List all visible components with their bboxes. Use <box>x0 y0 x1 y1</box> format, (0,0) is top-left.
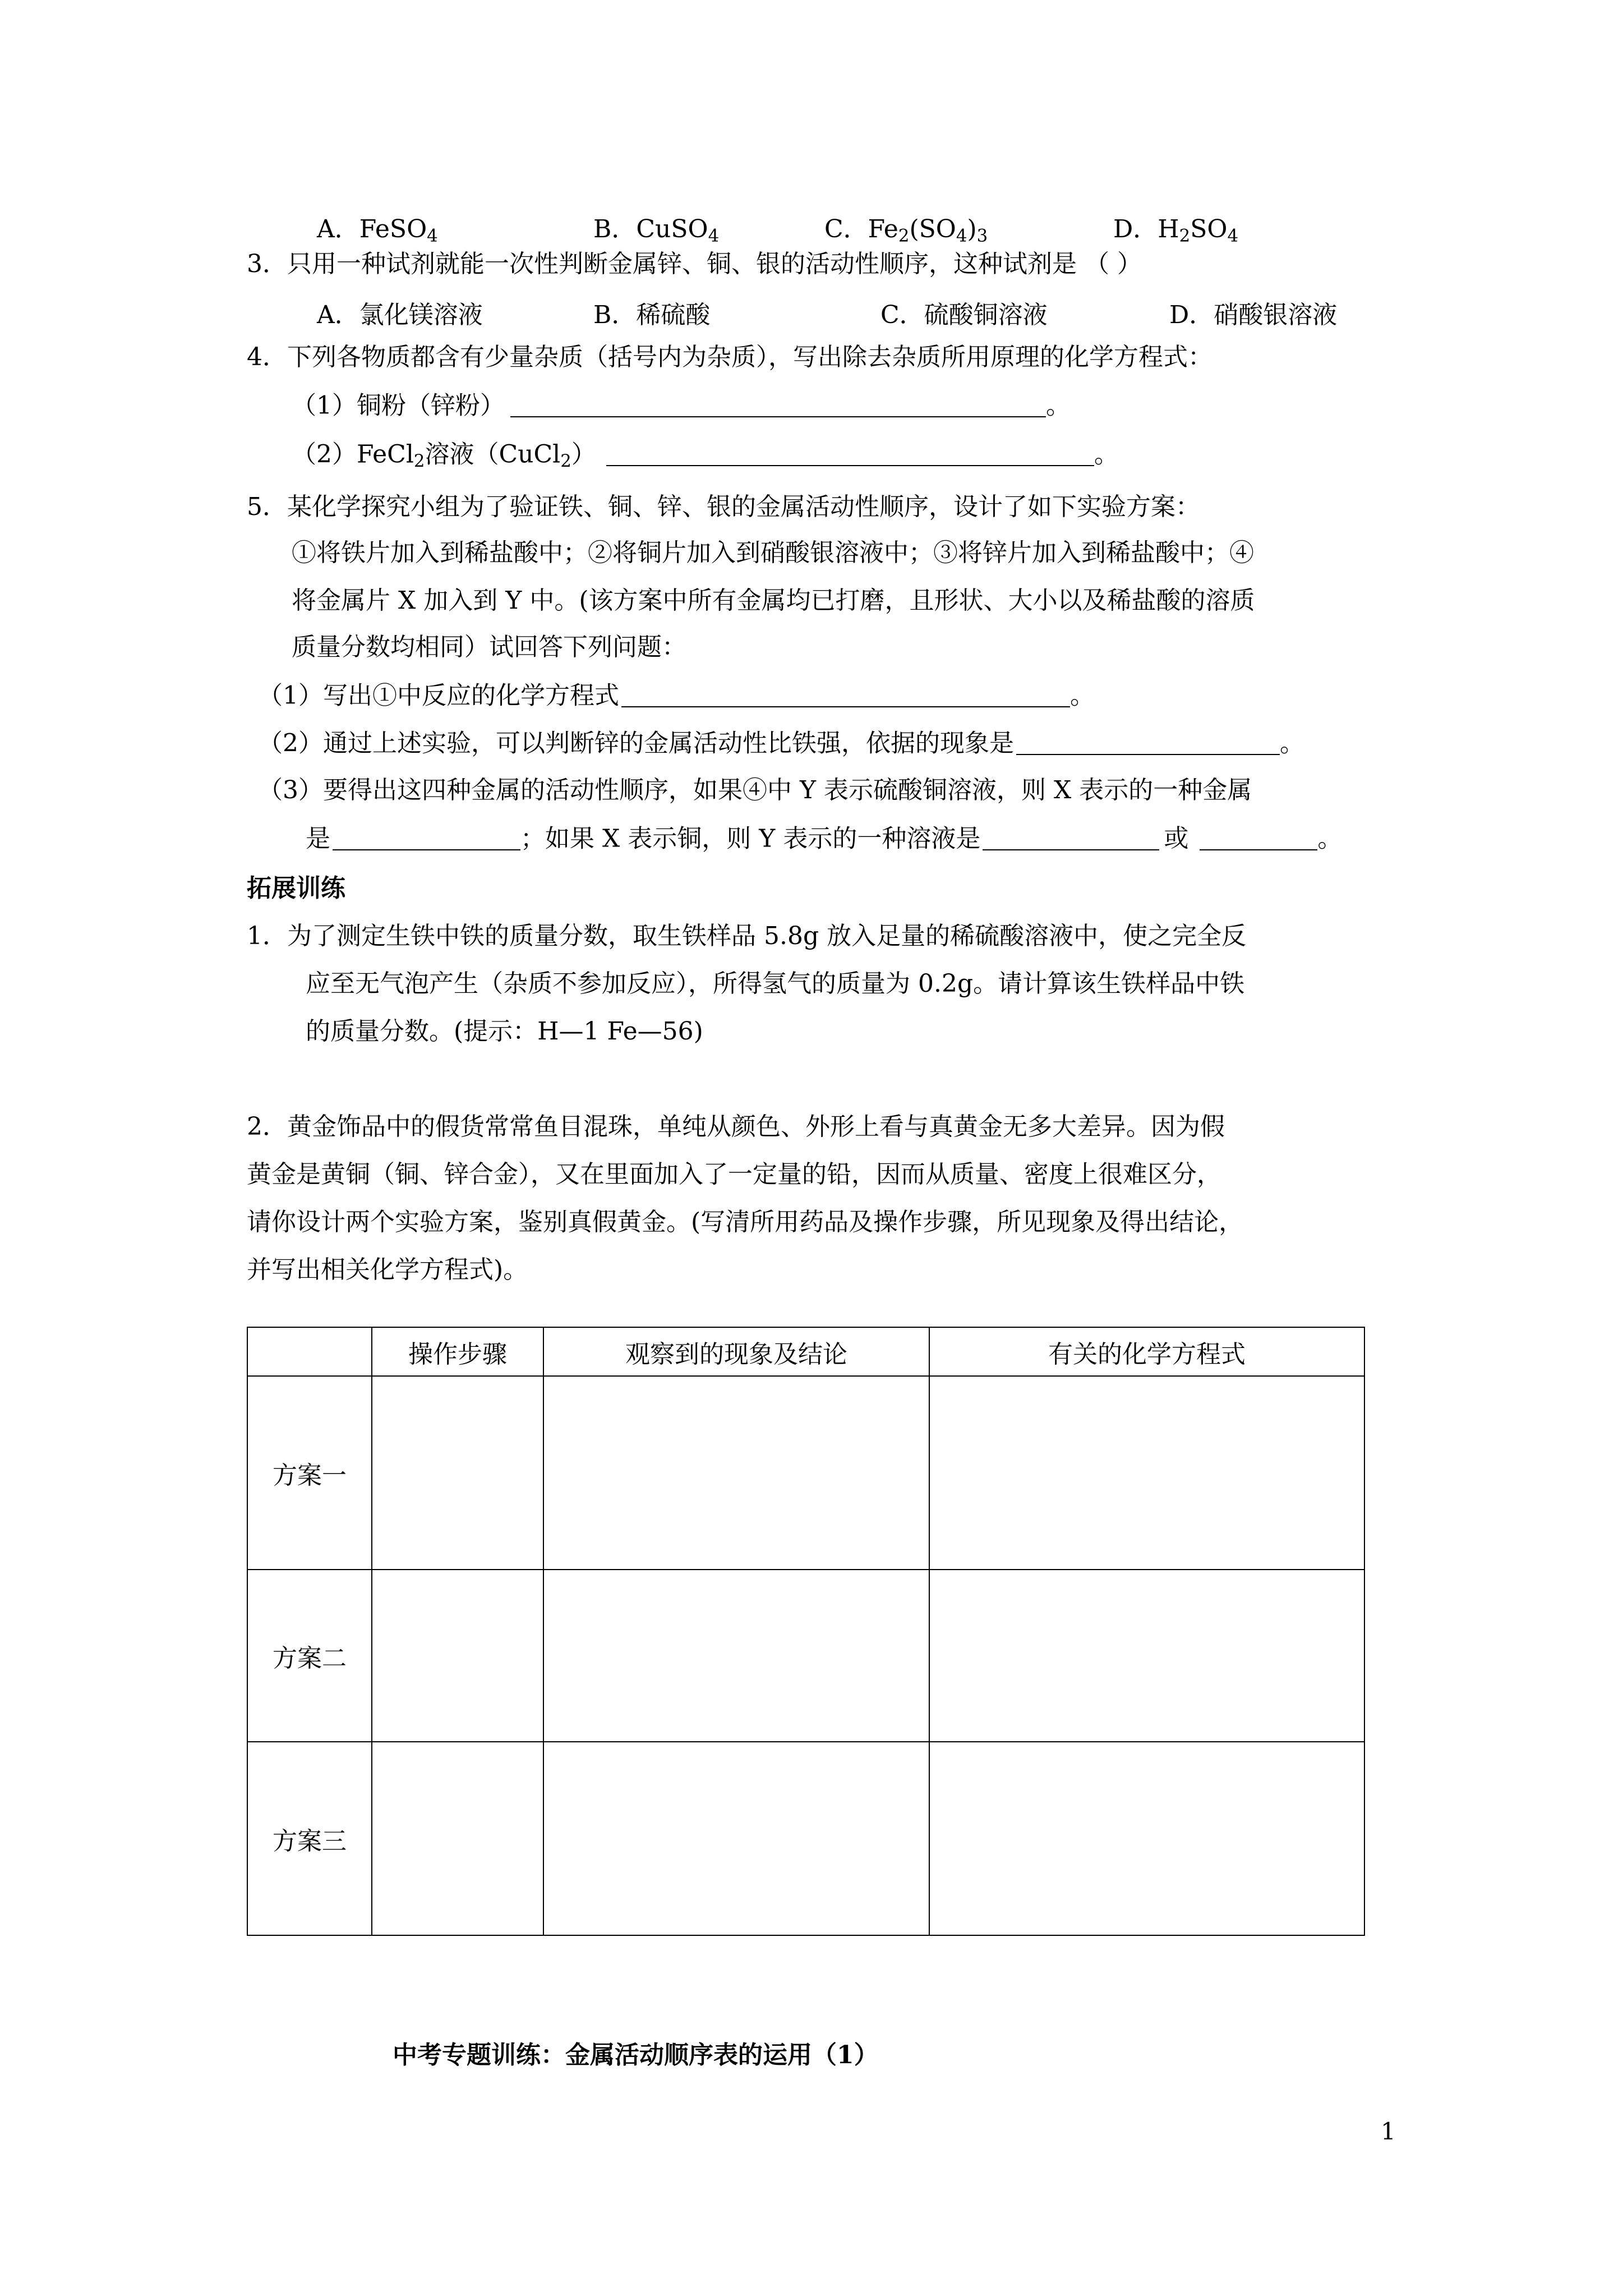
table-cell-observations[interactable] <box>543 1570 929 1742</box>
table-cell-observations[interactable] <box>543 1376 929 1570</box>
table-row <box>247 1742 1364 1935</box>
table-row <box>247 1570 1364 1742</box>
table-cell-observations[interactable] <box>543 1742 929 1935</box>
extension-p1-line-1: 1．为了测定生铁中铁的质量分数，取生铁样品 5.8g 放入足量的稀硫酸溶液中，使之完全反 <box>247 922 1247 950</box>
q5-sub-3-line-1: （3）要得出这四种金属的活动性顺序，如果④中 Y 表示硫酸铜溶液，则 X 表示的一种金属 <box>258 776 1252 804</box>
q3-option-a: A．氯化镁溶液 <box>317 301 483 329</box>
table-cell-equations[interactable] <box>929 1376 1364 1570</box>
table-row-label: 方案三 <box>247 1742 372 1935</box>
table-header-equations: 有关的化学方程式 <box>929 1327 1364 1376</box>
table-cell-steps[interactable] <box>372 1376 543 1570</box>
extension-p2-line-1: 2．黄金饰品中的假货常常鱼目混珠，单纯从颜色、外形上看与真黄金无多大差异。因为假 <box>247 1112 1225 1141</box>
extension-heading: 拓展训练 <box>247 874 345 903</box>
table-header-row <box>247 1327 1364 1376</box>
q3-option-c: C．硫酸铜溶液 <box>880 301 1048 329</box>
section-title: 中考专题训练：金属活动顺序表的运用（1） <box>393 2041 879 2069</box>
extension-p2-line-2: 黄金是黄铜（铜、锌合金），又在里面加入了一定量的铅，因而从质量、密度上很难区分， <box>247 1160 1221 1189</box>
extension-p1-line-3: 的质量分数。(提示：H—1 Fe—56) <box>306 1017 703 1046</box>
table-header-blank <box>247 1327 372 1376</box>
table-row <box>247 1376 1364 1570</box>
q5-line-2: ①将铁片加入到稀盐酸中；②将铜片加入到硝酸银溶液中；③将锌片加入到稀盐酸中；④ <box>292 539 1254 567</box>
q5-line-4: 质量分数均相同）试回答下列问题： <box>292 633 686 661</box>
q5-sub-1: （1）写出①中反应的化学方程式 。 <box>258 681 1095 710</box>
extension-p2-line-4: 并写出相关化学方程式)。 <box>247 1255 528 1284</box>
table-row-label: 方案一 <box>247 1376 372 1570</box>
q2-option-a: A．FeSO$_4$ <box>317 215 438 246</box>
table-cell-equations[interactable] <box>929 1742 1364 1935</box>
q5-sub-3-line-2: 是 ；如果 X 表示铜，则 Y 表示的一种溶液是 或 。 <box>306 824 1343 853</box>
q5-sub2-blank[interactable] <box>1016 729 1280 755</box>
table-cell-steps[interactable] <box>372 1570 543 1742</box>
experiment-plan-table <box>247 1327 1365 1936</box>
table-header-steps: 操作步骤 <box>372 1327 543 1376</box>
extension-p2-line-3: 请你设计两个实验方案，鉴别真假黄金。(写清所用药品及操作步骤，所见现象及得出结论， <box>247 1208 1244 1236</box>
table-cell-equations[interactable] <box>929 1570 1364 1742</box>
q3-option-d: D．硝酸银溶液 <box>1169 301 1338 329</box>
q2-option-c: C．$Fe_2(SO_4)_3$ <box>824 215 988 246</box>
table-cell-steps[interactable] <box>372 1742 543 1935</box>
q5-line-1: 5．某化学探究小组为了验证铁、铜、锌、银的金属活动性顺序，设计了如下实验方案： <box>247 493 1200 521</box>
q5-sub-2: （2）通过上述实验，可以判断锌的金属活动性比铁强，依据的现象是 。 <box>258 729 1304 758</box>
q5-sub3-metal-blank[interactable] <box>333 825 520 850</box>
q5-sub3-solution-blank-1[interactable] <box>983 825 1159 850</box>
q5-sub1-blank[interactable] <box>621 682 1070 707</box>
page-number: 1 <box>1381 2118 1396 2145</box>
q4-item1-blank[interactable] <box>510 392 1046 417</box>
table-header-observations: 观察到的现象及结论 <box>543 1327 929 1376</box>
q4-item-2: （2）FeCl$_2$溶液（CuCl$_2$） 。 <box>292 440 1119 472</box>
q2-option-b: B．CuSO$_4$ <box>593 215 720 246</box>
q5-line-3: 将金属片 X 加入到 Y 中。(该方案中所有金属均已打磨，且形状、大小以及稀盐酸的溶质 <box>292 586 1255 615</box>
q4-stem: 4．下列各物质都含有少量杂质（括号内为杂质），写出除去杂质所用原理的化学方程式： <box>247 343 1212 371</box>
q4-item2-blank[interactable] <box>606 440 1094 466</box>
table-row-label: 方案二 <box>247 1570 372 1742</box>
q3-option-b: B．稀硫酸 <box>593 301 711 329</box>
q4-item-1: （1）铜粉（锌粉） 。 <box>292 391 1071 420</box>
q2-option-d: D．$H_2SO_4$ <box>1113 215 1239 246</box>
extension-p1-line-2: 应至无气泡产生（杂质不参加反应），所得氢气的质量为 0.2g。请计算该生铁样品中铁 <box>306 969 1245 998</box>
q3-stem: 3．只用一种试剂就能一次性判断金属锌、铜、银的活动性顺序，这种试剂是 （ ） <box>247 250 1142 278</box>
q5-sub3-solution-blank-2[interactable] <box>1200 825 1317 850</box>
